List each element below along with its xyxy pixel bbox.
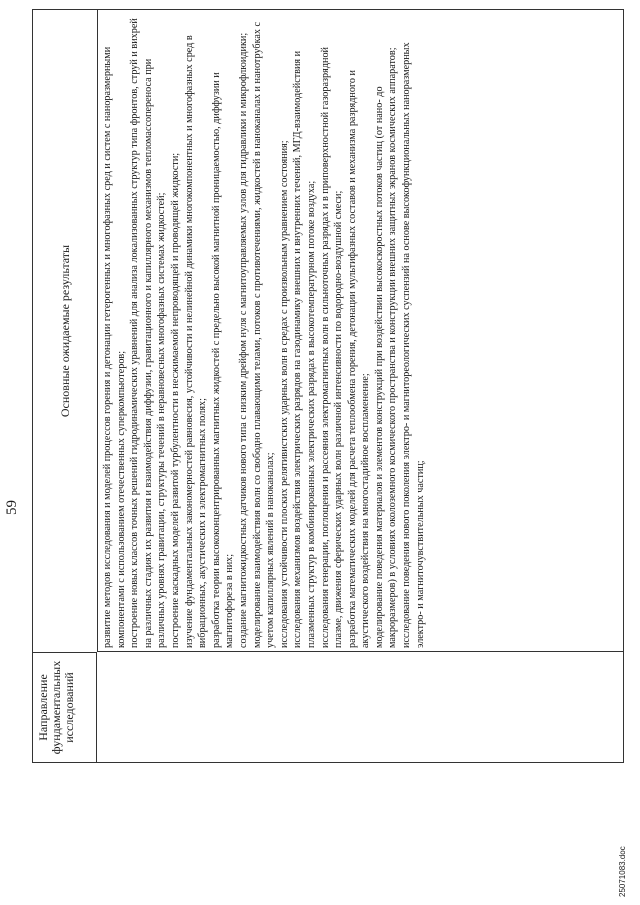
result-item: моделирование взаимодействия волн со свободно плавающими телами, потоков с противотечениями, жидкостей в наноканалах и нанотрубках с учетом капиллярных явлений в наноканалах; — [251, 21, 277, 648]
result-item: разработка математических моделей для расчета теплообмена горения, детонации мультифазных составов и механизма разрядного и акустического воздействия на многостадийное воспламенение; — [346, 70, 372, 648]
result-item: изучение фундаментальных закономерностей равновесия, устойчивости и нелинейной динамики многокомпонентных и многофазных сред в вибрационных, акустических и электромагнитных полях; — [183, 35, 209, 648]
results-table — [32, 9, 624, 763]
result-item: исследования устойчивости плоских релятивистских ударных волн в средах с произвольным уравнением состояния; — [278, 140, 290, 648]
result-item: построение новых классов точных решений гидродинамических уравнений для анализа локализованных структур типа фронтов, струй и вихрей на различных стадиях их развития и взаимодействия диффузии, гравитационного и капиллярного механизмов тепломассопереноса при различных уровнях гравитации, структуры течений в неравновесных многофазных системах жидкостей; — [129, 18, 168, 648]
result-item: исследования генерации, поглощения и рассеяния электромагнитных волн в сильноточных разрядах и в приповерхностной газоразрядной плазме, движения сферических ударных волн различной интенсивности по водородно-воздушной смеси; — [319, 46, 345, 648]
results-cell — [101, 16, 619, 648]
result-item: развитие методов исследования и моделей процессов горения и детонации гетерогенных и многофазных сред и систем с наноразмерными компонентами с использованием отечественных суперкомпьютеров; — [102, 46, 127, 648]
page-number: 59 — [4, 500, 20, 515]
result-item: создание магнитожидкостных датчиков нового типа с низким дрейфом нуля с магнитоуправляемых узлов для гидравлики и микрофлюидики; — [237, 32, 249, 648]
result-item: разработка теории высококонцентрированных магнитных жидкостей с предельно высокой магнитной проницаемостью, диффузии и магнитофореза в них; — [210, 72, 236, 648]
header-line: фундаментальных — [49, 660, 63, 755]
result-item: исследования механизмов воздействия электрических разрядов на газодинамику внешних и внутренних течений, МГД-взаимодействия и плазменных структур в комбинированных электрических разрядах в высокотемпературном потоке воздуха; — [292, 50, 317, 648]
column-header-direction — [33, 652, 97, 762]
document-id: 25071083.doc — [618, 846, 627, 897]
header-line: исследований — [62, 672, 76, 743]
column-header-results: Основные ожидаемые результаты — [33, 10, 98, 652]
result-item: построение каскадных моделей развитой турбулентности в несжимаемой непроводящей и проводящей жидкости; — [169, 152, 181, 648]
header-line: Направление — [36, 674, 50, 741]
result-item: исследование поведения нового поколения электро- и магнитореологических суспензий на основе высокофункциональных наноразмерных электро- и магниточувствительных частиц; — [401, 42, 426, 648]
result-item: моделирование поведения материалов и элементов конструкций при воздействии высокоскоростных потоков частиц (от нано- до макроразмеров) в условиях околоземного космического пространства и конструкции внешних защитных экранов космических аппаратов; — [373, 47, 399, 648]
direction-cell — [97, 651, 623, 762]
